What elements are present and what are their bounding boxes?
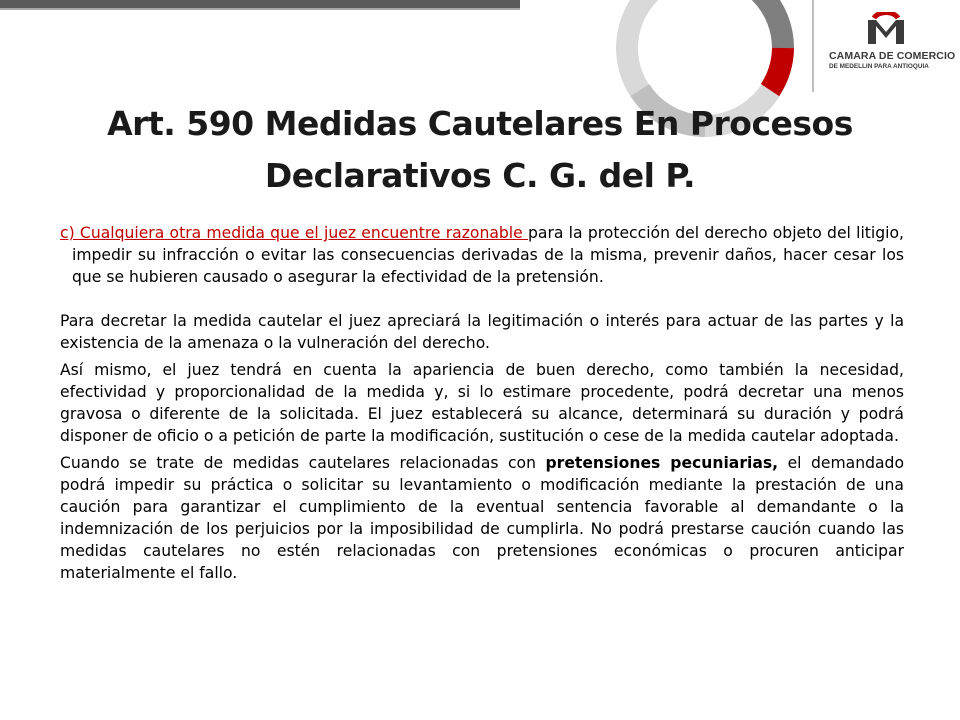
paragraph-pretensiones-pecuniarias — [60, 452, 904, 584]
item-c-text: para la protección del derecho objeto del litigio, impedir su infracción o evitar las consecuencias derivadas de la misma, prevenir daños, hacer cesar los que se hubieren causado o asegurar la efectividad de la pretensión. — [72, 224, 904, 286]
paragraph-apariencia-buen-derecho: Así mismo, el juez tendrá en cuenta la apariencia de buen derecho, como también la necesidad, efectividad y proporcionalidad de la medida y, si lo estimare procedente, podrá decretar una menos gravosa o diferente de la solicitada. El juez establecerá su alcance, determinará su duración y podrá disponer de oficio o a petición de parte la modificación, sustitución o cese de la medida cautelar adoptada. — [60, 361, 904, 445]
logo-text-line2: DE MEDELLIN PARA ANTIOQUIA — [829, 63, 929, 70]
top-decorative-bar-accent — [0, 8, 520, 10]
top-decorative-bar — [0, 0, 520, 8]
para3-text-after: el demandado podrá impedir su práctica o solicitar su levantamiento o modificación mediante la prestación de una caución para garantizar el cumplimiento de la eventual sentencia favorable al demandante o la indemnización de los perjuicios por la imposibilidad de cumplirla. No podrá prestarse caución cuando las medidas cautelares no estén relacionadas con pretensiones económicas o procuren anticipar materialmente el fallo. — [60, 454, 904, 582]
slide-title — [0, 98, 960, 202]
paragraph-legitimacion: Para decretar la medida cautelar el juez apreciará la legitimación o interés para actuar de las partes y la existencia de la amenaza o la vulneración del derecho. — [60, 312, 904, 352]
para3-text-before: Cuando se trate de medidas cautelares relacionadas con — [60, 454, 546, 472]
header-divider-line — [812, 0, 814, 92]
slide-title-line1: Art. 590 Medidas Cautelares En Procesos — [107, 104, 853, 143]
logo-text-line1: CAMARA DE COMERCIO — [829, 50, 956, 62]
camara-comercio-logo — [826, 12, 956, 74]
item-c-highlight: c) Cualquiera otra medida que el juez encuentre razonable — [60, 224, 528, 242]
para3-bold-text: pretensiones pecuniarias, — [545, 454, 779, 472]
slide-title-line2: Declarativos C. G. del P. — [264, 156, 696, 195]
slide-body — [60, 222, 904, 584]
camara-comercio-logo-icon — [866, 12, 906, 46]
item-c-paragraph — [60, 222, 904, 288]
